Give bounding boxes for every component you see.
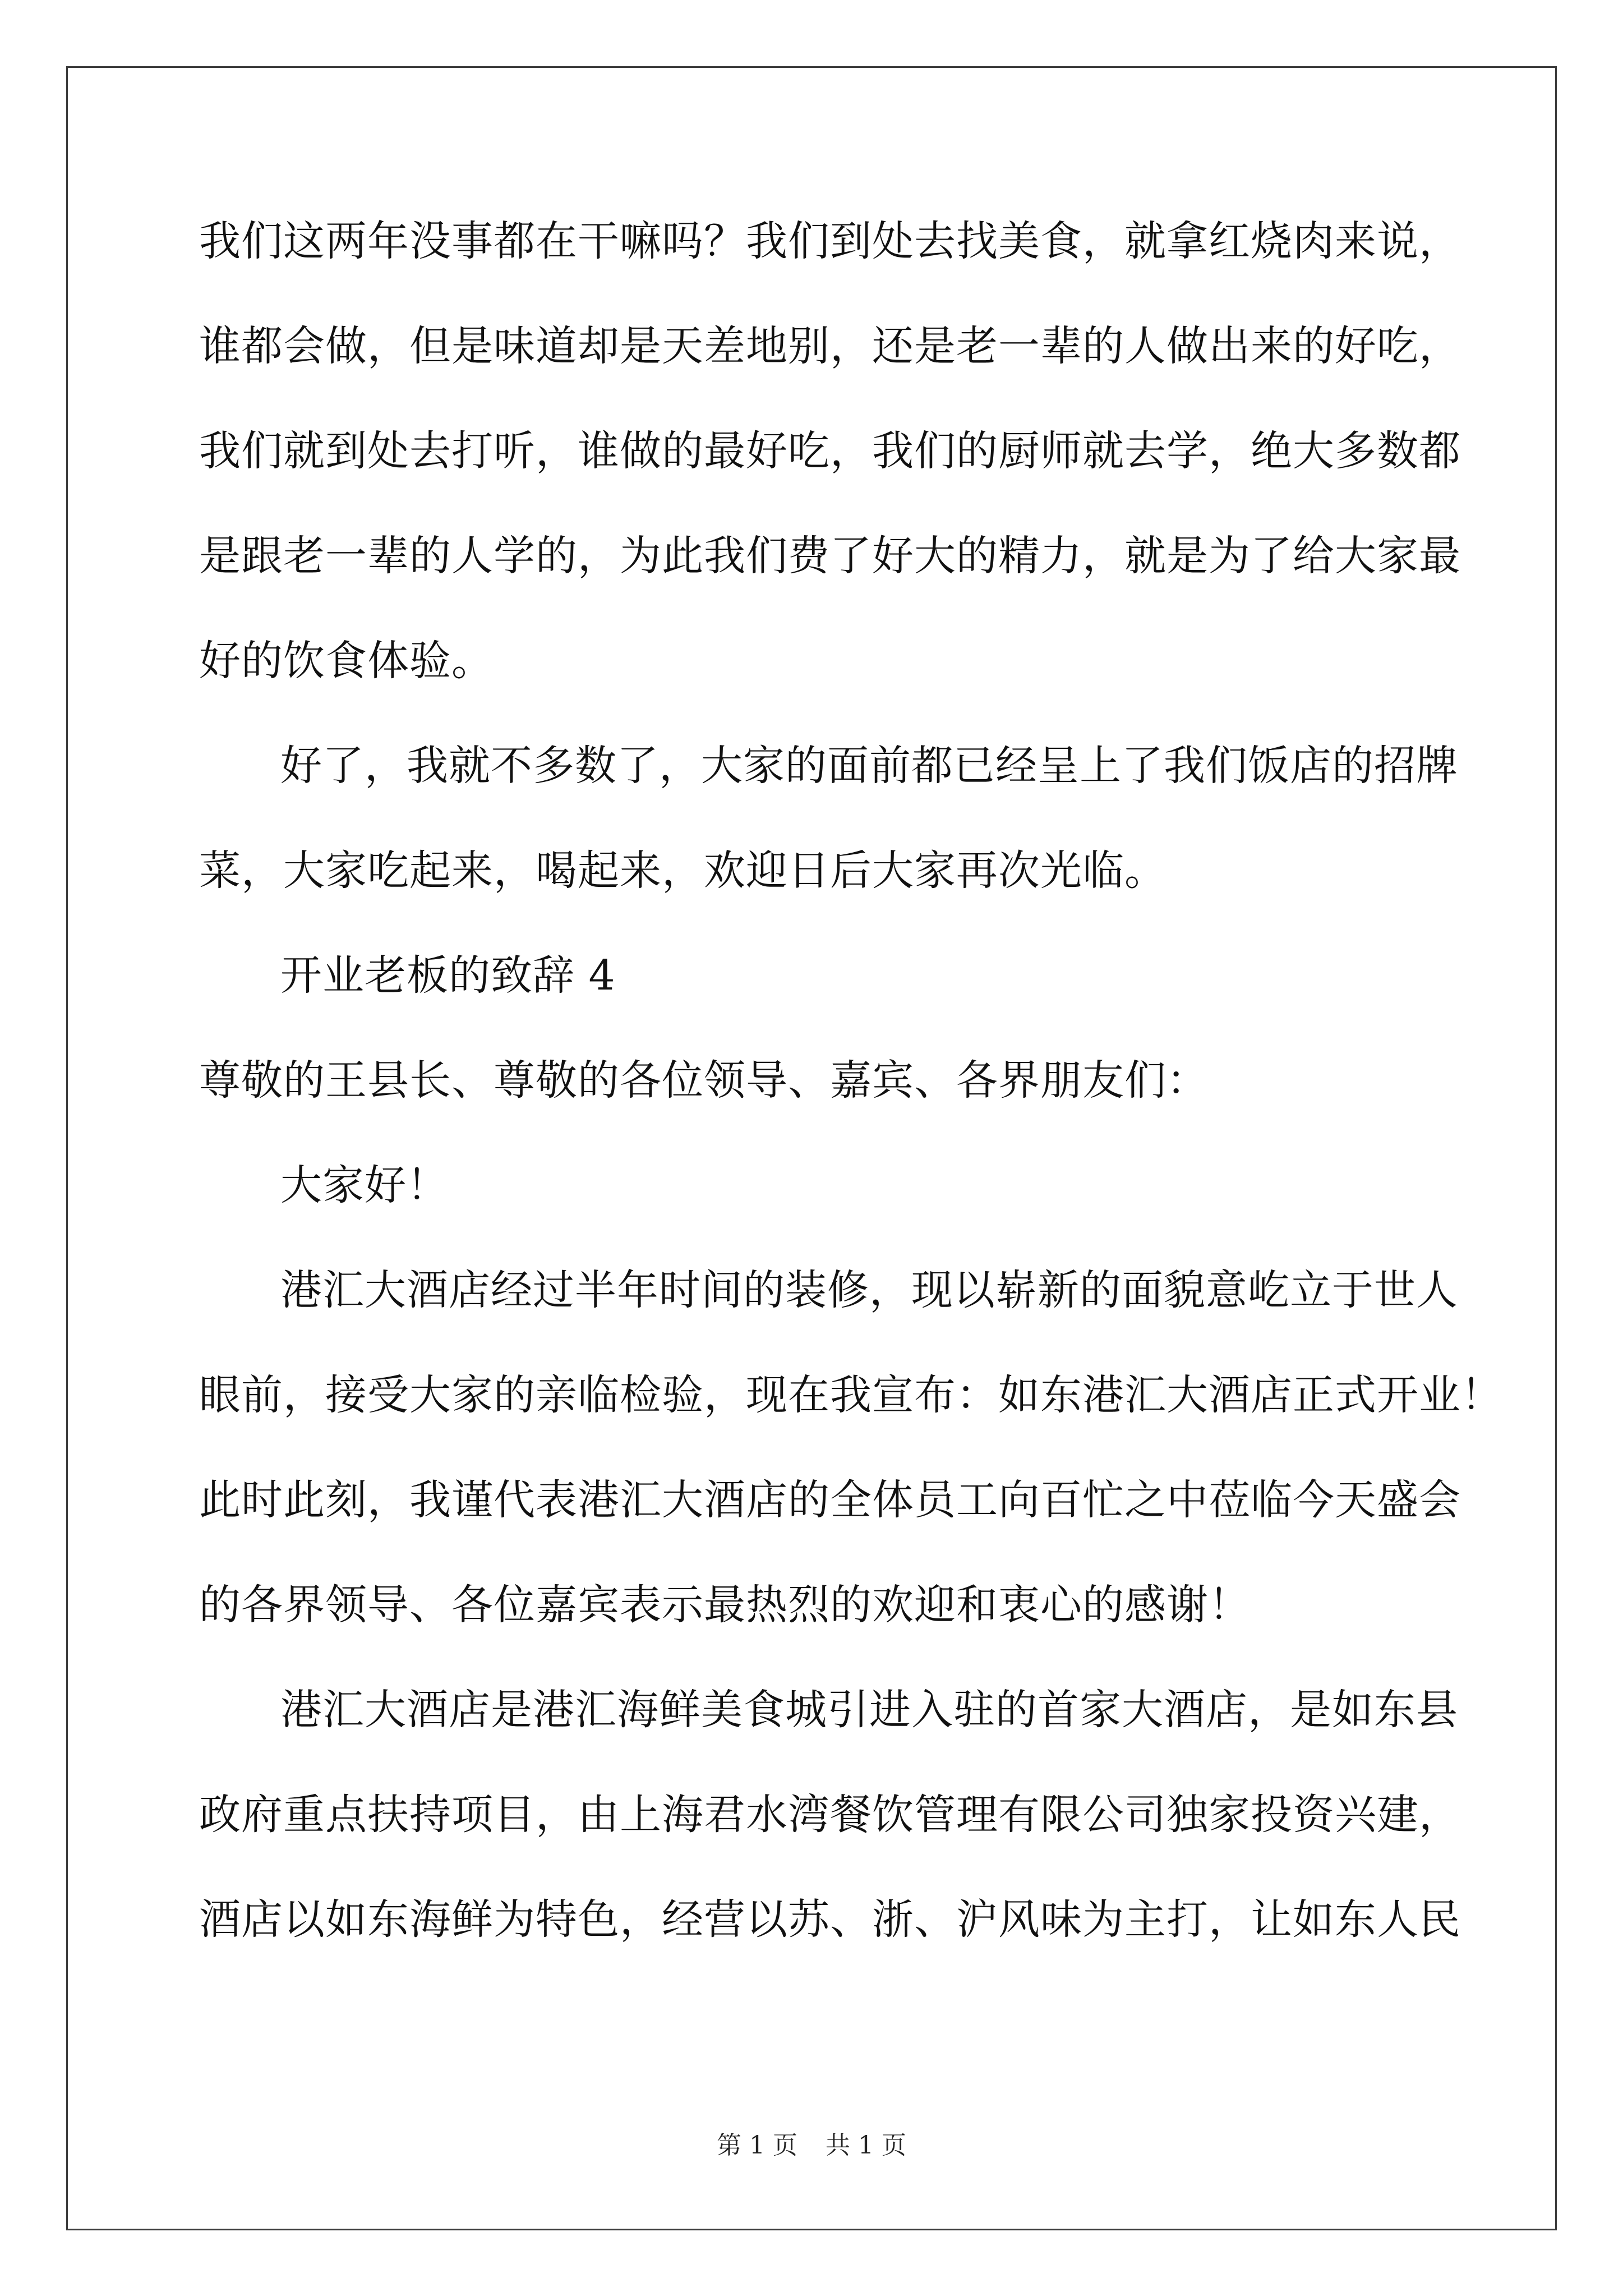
greeting: 大家好！ [280, 1161, 449, 1209]
page-footer [0, 2129, 1623, 2162]
text-line: 菜，大家吃起来，喝起来，欢迎日后大家再次光临。 [199, 846, 1166, 895]
text-line: 是跟老一辈的人学的，为此我们费了好大的精力，就是为了给大家最 [199, 532, 1461, 580]
text-line: 政府重点扶持项目，由上海君水湾餐饮管理有限公司独家投资兴建， [199, 1791, 1461, 1839]
text-line: 港汇大酒店是港汇海鲜美食城引进入驻的首家大酒店，是如东县 [280, 1686, 1458, 1734]
text-line: 的各界领导、各位嘉宾表示最热烈的欢迎和衷心的感谢！ [199, 1581, 1251, 1629]
text-line: 此时此刻，我谨代表港汇大酒店的全体员工向百忙之中莅临今天盛会 [199, 1476, 1461, 1524]
text-line: 好了，我就不多数了，大家的面前都已经呈上了我们饭店的招牌 [280, 742, 1458, 790]
salutation: 尊敬的王县长、尊敬的各位领导、嘉宾、各界朋友们： [199, 1056, 1209, 1105]
section-heading: 开业老板的致辞 4 [280, 951, 616, 1000]
text-line: 好的饮食体验。 [199, 637, 494, 685]
page-number: 第 1 页 [717, 2131, 797, 2160]
text-line: 谁都会做，但是味道却是天差地别，还是老一辈的人做出来的好吃， [199, 322, 1461, 370]
text-line: 港汇大酒店经过半年时间的装修，现以崭新的面貌意屹立于世人 [280, 1266, 1458, 1314]
page-total: 共 1 页 [826, 2131, 906, 2160]
text-line: 酒店以如东海鲜为特色，经营以苏、浙、沪风味为主打，让如东人民 [199, 1895, 1461, 1944]
text-line: 我们就到处去打听，谁做的最好吃，我们的厨师就去学，绝大多数都 [199, 427, 1461, 475]
text-line: 眼前，接受大家的亲临检验，现在我宣布：如东港汇大酒店正式开业！ [199, 1371, 1503, 1419]
text-line: 我们这两年没事都在干嘛吗？我们到处去找美食，就拿红烧肉来说， [199, 217, 1461, 265]
